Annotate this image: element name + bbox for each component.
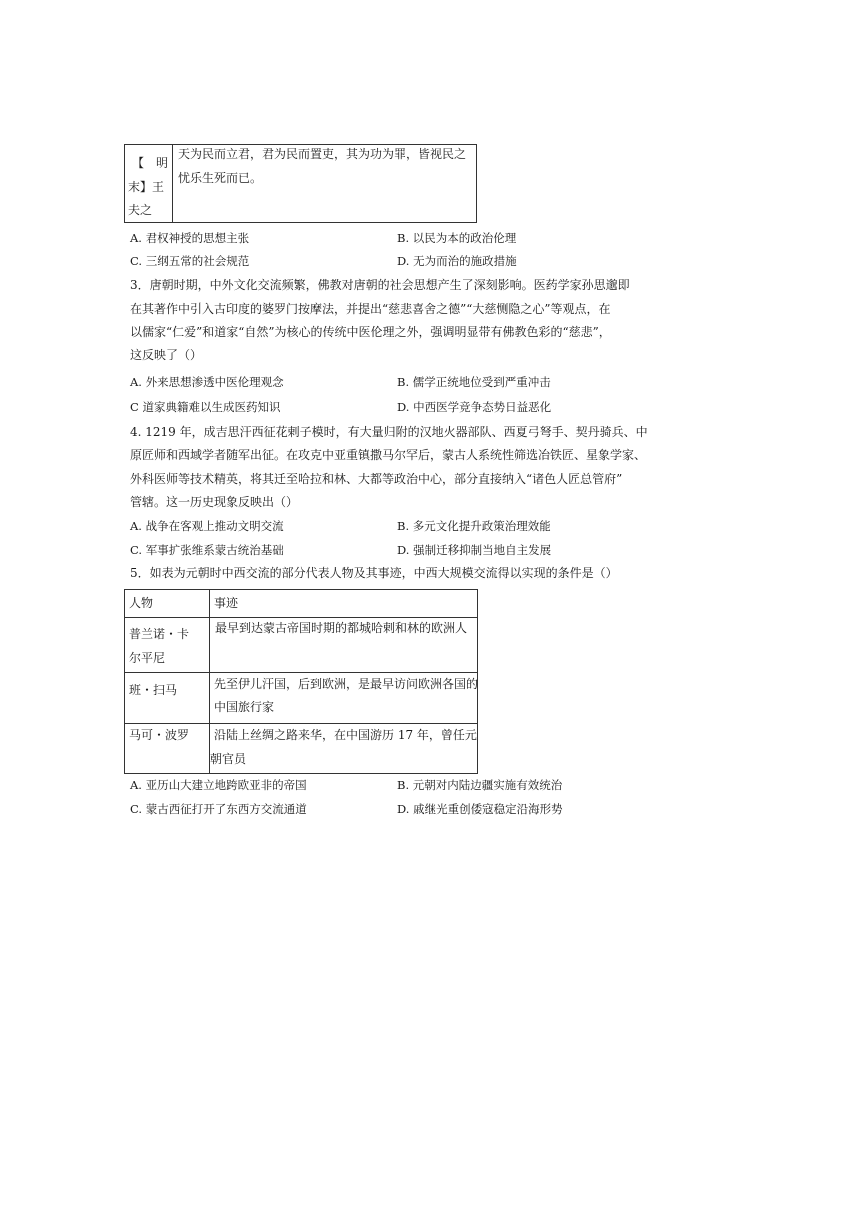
q4-option-d: D. 强制迁移抑制当地自主发展 — [397, 543, 552, 557]
header-deeds: 事迹 — [214, 596, 239, 610]
q2-option-b: B. 以民为本的政治伦理 — [397, 231, 517, 245]
q5-option-b: B. 元朝对内陆边疆实施有效统治 — [397, 778, 563, 792]
row3-deeds-line2: 朝官员 — [210, 752, 247, 766]
quote-text-line1: 天为民而立君，君为民而置吏，其为功为罪，皆视民之 — [178, 147, 467, 161]
q5-option-c: C. 蒙古西征打开了东西方交流通道 — [130, 802, 307, 816]
quote-source-line1: 【 明 — [132, 156, 169, 170]
q4-option-b: B. 多元文化提升政策治理效能 — [397, 519, 551, 533]
quote-table — [124, 144, 477, 223]
q3-option-a: A. 外来思想渗透中医伦理观念 — [130, 375, 284, 389]
row2-person: 班・扫马 — [129, 683, 178, 697]
q4-stem-line3: 外科医师等技术精英，将其迁至哈拉和林、大都等政治中心，部分直接纳入“诸色人匠总管府” — [130, 472, 623, 486]
q5-option-a: A. 亚历山大建立地跨欧亚非的帝国 — [130, 778, 307, 792]
header-person: 人物 — [129, 596, 154, 610]
quote-source-line3: 夫之 — [128, 203, 153, 217]
row2-deeds-line1: 先至伊儿汗国，后到欧洲，是最早访问欧洲各国的 — [214, 677, 479, 691]
q3-stem-line3: 以儒家“仁爱”和道家“自然”为核心的传统中医伦理之外，强调明显带有佛教色彩的“慈悲”， — [130, 325, 611, 339]
figures-table — [124, 589, 478, 774]
q4-stem-line4: 管辖。这一历史现象反映出（） — [130, 495, 299, 509]
row1-person-line1: 普兰诺・卡 — [129, 627, 190, 641]
row3-deeds-line1: 沿陆上丝绸之路来华，在中国游历 17 年，曾任元 — [214, 728, 477, 742]
row1-deeds: 最早到达蒙古帝国时期的都城哈剌和林的欧洲人 — [215, 621, 468, 635]
row2-deeds-line2: 中国旅行家 — [214, 700, 275, 714]
q3-option-b: B. 儒学正统地位受到严重冲击 — [397, 375, 551, 389]
q4-stem-line2: 原匠师和西域学者随军出征。在攻克中亚重镇撒马尔罕后，蒙古人系统性筛选冶铁匠、星象学家、 — [130, 448, 647, 462]
q2-option-d: D. 无为而治的施政措施 — [397, 254, 517, 268]
q4-stem-line1: 4. 1219 年，成吉思汗西征花剌子模时，有大量归附的汉地火器部队、西夏弓弩手、契丹骑兵、中 — [130, 425, 648, 439]
q4-option-a: A. 战争在客观上推动文明交流 — [130, 519, 284, 533]
q3-stem-line4: 这反映了（） — [130, 348, 203, 362]
q4-option-c: C. 军事扩张维系蒙古统治基础 — [130, 543, 284, 557]
row1-person-line2: 尔平尼 — [129, 651, 166, 665]
quote-text-line2: 忧乐生死而已。 — [178, 171, 263, 185]
q5-option-d: D. 戚继光重创倭寇稳定沿海形势 — [397, 802, 563, 816]
quote-source-line2: 末】王 — [128, 180, 165, 194]
q3-stem-line2: 在其著作中引入古印度的婆罗门按摩法，并提出“慈悲喜舍之德”“大慈恻隐之心”等观点，在 — [130, 302, 611, 316]
q5-stem-line1: 5．如表为元朝时中西交流的部分代表人物及其事迹，中西大规模交流得以实现的条件是（） — [130, 566, 618, 580]
q3-option-c: C 道家典籍难以生成医药知识 — [130, 400, 281, 414]
quote-source-cell — [125, 145, 173, 222]
row3-person: 马可・波罗 — [129, 728, 190, 742]
q3-stem-line1: 3．唐朝时期，中外文化交流频繁，佛教对唐朝的社会思想产生了深刻影响。医药学家孙思邈即 — [130, 278, 630, 292]
quote-text-cell — [178, 149, 474, 197]
q3-option-d: D. 中西医学竞争态势日益恶化 — [397, 400, 552, 414]
q2-option-c: C. 三纲五常的社会规范 — [130, 254, 250, 268]
q2-option-a: A. 君权神授的思想主张 — [130, 231, 250, 245]
